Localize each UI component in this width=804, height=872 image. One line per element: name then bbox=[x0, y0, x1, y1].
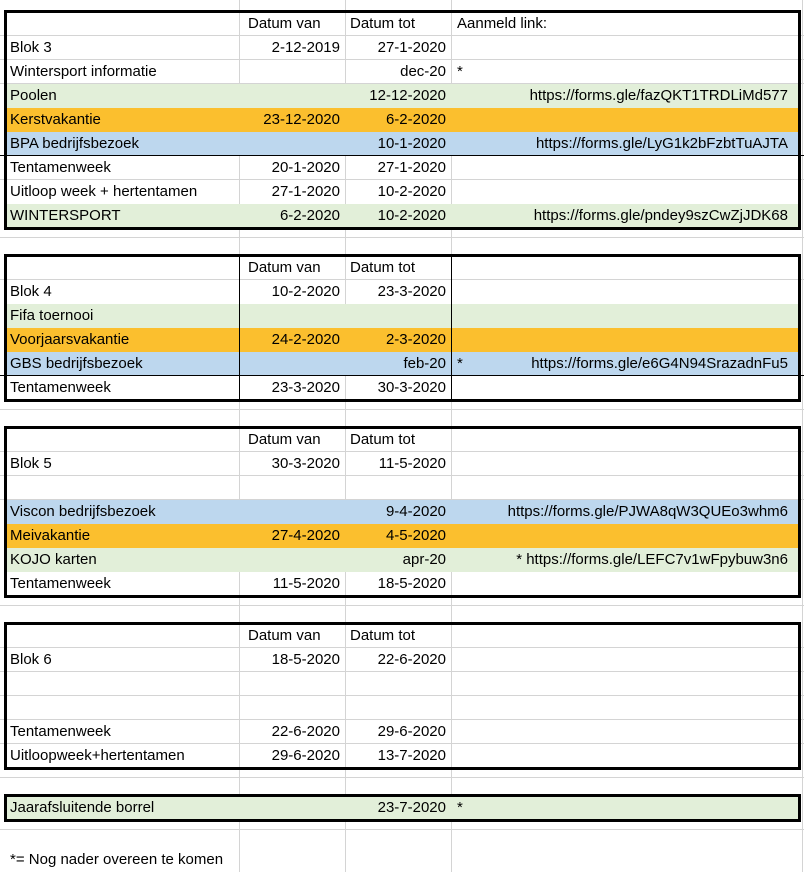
date-from: 29-6-2020 bbox=[271, 747, 340, 764]
event-name: Kerstvakantie bbox=[10, 111, 101, 128]
event-name: Tentamenweek bbox=[10, 379, 111, 396]
date-to: 6-2-2020 bbox=[385, 111, 446, 128]
note-star: * bbox=[457, 63, 463, 80]
date-to: dec-20 bbox=[400, 63, 446, 80]
event-name: KOJO karten bbox=[10, 551, 97, 568]
date-from: 27-4-2020 bbox=[271, 527, 340, 544]
signup-link[interactable]: https://forms.gle/pndey9szCwZjJDK68 bbox=[533, 207, 788, 224]
date-to: apr-20 bbox=[402, 551, 446, 568]
event-name: GBS bedrijfsbezoek bbox=[10, 355, 143, 372]
date-from: 23-12-2020 bbox=[263, 111, 340, 128]
date-from: 27-1-2020 bbox=[271, 183, 340, 200]
section-border bbox=[4, 622, 801, 770]
date-to: 4-5-2020 bbox=[385, 527, 446, 544]
header-datum-van: Datum van bbox=[248, 627, 321, 644]
header-datum-tot: Datum tot bbox=[350, 259, 416, 276]
date-from: 10-2-2020 bbox=[271, 283, 340, 300]
event-name: Poolen bbox=[10, 87, 57, 104]
event-name: Uitloop week + hertentamen bbox=[10, 183, 198, 200]
date-to: 9-4-2020 bbox=[385, 503, 446, 520]
date-from: 2-12-2019 bbox=[271, 39, 340, 56]
date-to: 27-1-2020 bbox=[377, 39, 446, 56]
date-to: 23-3-2020 bbox=[377, 283, 446, 300]
date-to: 10-2-2020 bbox=[377, 183, 446, 200]
event-name: Jaarafsluitende borrel bbox=[10, 799, 155, 816]
header-datum-van: Datum van bbox=[248, 259, 321, 276]
date-to: 22-6-2020 bbox=[377, 651, 446, 668]
section-border bbox=[4, 426, 801, 598]
date-to: 10-2-2020 bbox=[377, 207, 446, 224]
date-to: 29-6-2020 bbox=[377, 723, 446, 740]
header-datum-tot: Datum tot bbox=[350, 431, 416, 448]
event-name: Tentamenweek bbox=[10, 575, 111, 592]
date-to: 11-5-2020 bbox=[378, 455, 446, 472]
event-name: Blok 5 bbox=[10, 455, 52, 472]
section-border bbox=[4, 254, 801, 402]
section-border bbox=[4, 794, 801, 822]
event-name: Meivakantie bbox=[10, 527, 91, 544]
date-to: 27-1-2020 bbox=[377, 159, 446, 176]
header-datum-van: Datum van bbox=[248, 431, 321, 448]
date-from: 22-6-2020 bbox=[271, 723, 340, 740]
event-name: WINTERSPORT bbox=[10, 207, 121, 224]
date-to: 2-3-2020 bbox=[385, 331, 446, 348]
date-from: 30-3-2020 bbox=[271, 455, 340, 472]
event-name: Viscon bedrijfsbezoek bbox=[10, 503, 156, 520]
date-to: 13-7-2020 bbox=[377, 747, 446, 764]
event-name: Uitloopweek+hertentamen bbox=[10, 747, 185, 764]
note-star: * bbox=[457, 799, 463, 816]
date-to: 18-5-2020 bbox=[377, 575, 446, 592]
event-name: Fifa toernooi bbox=[10, 307, 94, 324]
date-to: 23-7-2020 bbox=[377, 799, 446, 816]
signup-link[interactable]: https://forms.gle/LyG1k2bFzbtTuAJTA bbox=[535, 135, 788, 152]
note-star: * bbox=[457, 355, 463, 372]
signup-link[interactable]: https://forms.gle/fazQKT1TRDLiMd577 bbox=[529, 87, 788, 104]
date-to: 30-3-2020 bbox=[377, 379, 446, 396]
event-name: Blok 4 bbox=[10, 283, 52, 300]
event-name: Tentamenweek bbox=[10, 159, 111, 176]
section-border bbox=[4, 10, 801, 230]
header-datum-tot: Datum tot bbox=[350, 627, 416, 644]
signup-link[interactable]: https://forms.gle/PJWA8qW3QUEo3whm6 bbox=[507, 503, 788, 520]
date-from: 18-5-2020 bbox=[271, 651, 340, 668]
signup-link[interactable]: https://forms.gle/e6G4N94SrazadnFu5 bbox=[531, 355, 788, 372]
event-name: Blok 6 bbox=[10, 651, 52, 668]
footnote: *= Nog nader overeen te komen bbox=[10, 851, 224, 868]
header-aanmeld-link: Aanmeld link: bbox=[457, 15, 548, 32]
event-name: Blok 3 bbox=[10, 39, 52, 56]
event-name: BPA bedrijfsbezoek bbox=[10, 135, 139, 152]
date-from: 20-1-2020 bbox=[271, 159, 340, 176]
event-name: Wintersport informatie bbox=[10, 63, 157, 80]
date-from: 6-2-2020 bbox=[279, 207, 340, 224]
date-to: 12-12-2020 bbox=[369, 87, 446, 104]
event-name: Tentamenweek bbox=[10, 723, 111, 740]
header-datum-van: Datum van bbox=[248, 15, 321, 32]
date-to: feb-20 bbox=[403, 355, 446, 372]
header-datum-tot: Datum tot bbox=[350, 15, 416, 32]
date-to: 10-1-2020 bbox=[377, 135, 446, 152]
signup-link[interactable]: * https://forms.gle/LEFC7v1wFpybuw3n6 bbox=[516, 551, 788, 568]
date-from: 11-5-2020 bbox=[272, 575, 340, 592]
date-from: 23-3-2020 bbox=[271, 379, 340, 396]
event-name: Voorjaarsvakantie bbox=[10, 331, 130, 348]
date-from: 24-2-2020 bbox=[271, 331, 340, 348]
